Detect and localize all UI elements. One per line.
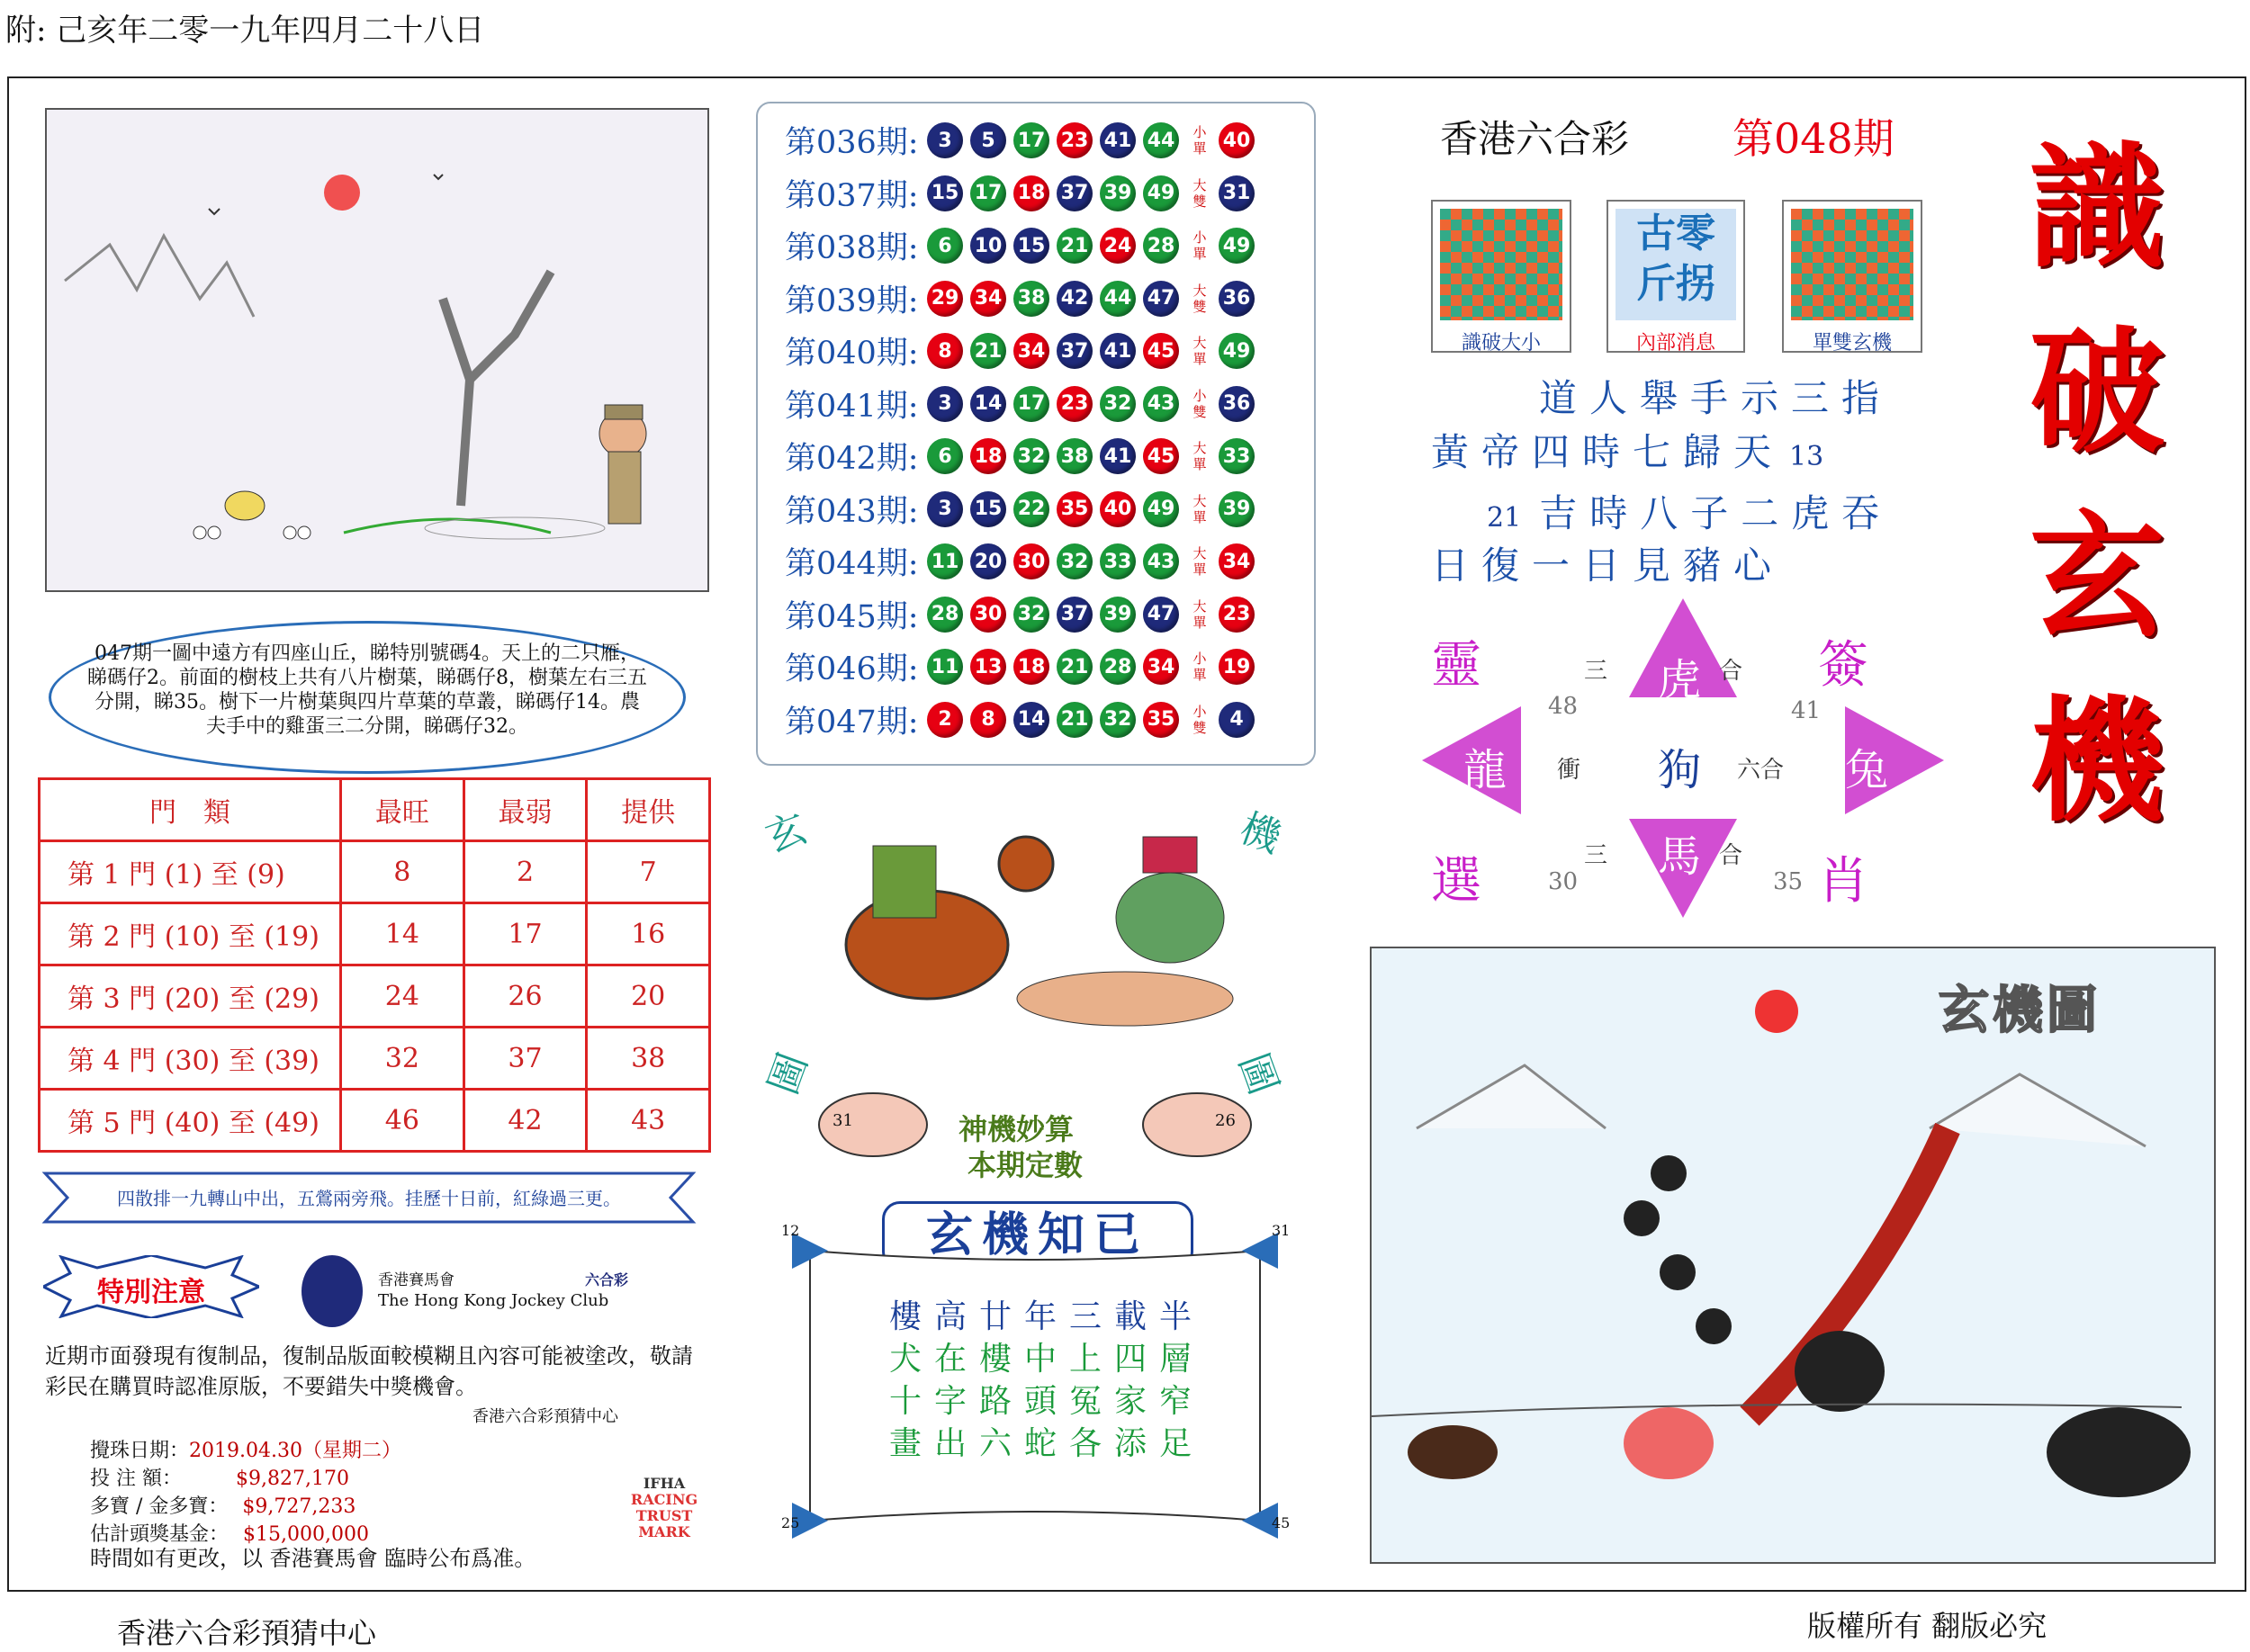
- special-ball: 39: [1219, 491, 1255, 527]
- ifha-logo: [619, 1476, 709, 1540]
- history-row: [785, 114, 1262, 166]
- gate-value: 38: [587, 1028, 710, 1090]
- period-label: 第040期:: [785, 336, 919, 372]
- jockey-en: The Hong Kong Jockey Club: [378, 1291, 609, 1310]
- history-row: [785, 694, 1262, 746]
- corner-char: 圖: [760, 1047, 817, 1100]
- corner-char: 選: [1431, 852, 1481, 911]
- number-ball: 44: [1100, 281, 1136, 317]
- gate-name: 第 1 門 (1) 至 (9): [40, 841, 341, 903]
- poem-text: 黃帝四時七歸天: [1431, 430, 1785, 474]
- number-ball: 32: [1100, 386, 1136, 422]
- special-ball: 4: [1219, 702, 1255, 738]
- number-ball: 32: [1057, 543, 1093, 579]
- date-header: 附: 己亥年二零一九年四月二十八日: [5, 13, 485, 49]
- period-label: 第041期:: [785, 388, 919, 425]
- xuanji-illustration: [1370, 947, 2216, 1564]
- prize-amount: $15,000,000: [243, 1523, 369, 1546]
- xuanji-label: 玄機圖: [1939, 981, 2101, 1040]
- special-ball: 23: [1219, 597, 1255, 633]
- size-parity-tag: 大 單: [1192, 440, 1207, 472]
- qr-label: 內部消息: [1635, 332, 1715, 355]
- verse-banner: [36, 1170, 702, 1226]
- number-ball: 29: [927, 281, 963, 317]
- title-char: 玄: [2029, 499, 2164, 656]
- number-ball: 11: [927, 543, 963, 579]
- table-row: [40, 903, 710, 965]
- poem-line: [1539, 369, 1892, 423]
- number-ball: 18: [970, 438, 1006, 474]
- scroll-line: 畫出六蛇各添足: [889, 1425, 1205, 1462]
- table-header-row: [40, 779, 710, 841]
- number-ball: 37: [1057, 175, 1093, 211]
- draw-note: 時間如有更改，以 香港賽馬會 臨時公布爲准。: [90, 1546, 536, 1571]
- number-ball: 21: [1057, 228, 1093, 264]
- history-row: [785, 483, 1262, 535]
- multi-amount: $9,727,233: [242, 1495, 356, 1518]
- period-label: 第047期:: [785, 704, 919, 741]
- main-title: [2007, 117, 2187, 855]
- center-puzzle: [756, 783, 1314, 1575]
- number-ball: 6: [927, 228, 963, 264]
- number-ball: 32: [1100, 702, 1136, 738]
- gate-value: 32: [341, 1028, 464, 1090]
- gate-value: 26: [464, 965, 587, 1028]
- table-row: [40, 965, 710, 1028]
- history-row: [785, 430, 1262, 482]
- footer-left: 香港六合彩預猜中心: [117, 1616, 377, 1650]
- number-ball: 43: [1143, 543, 1179, 579]
- period-label: 第045期:: [785, 598, 919, 635]
- poem-line: [1431, 423, 1823, 477]
- number-ball: 35: [1057, 491, 1093, 527]
- farmer-illustration: [45, 108, 709, 592]
- hint-oval: [49, 621, 686, 774]
- bet-amount: $9,827,170: [236, 1468, 349, 1490]
- number-ball: 3: [927, 386, 963, 422]
- gate-value: 16: [587, 903, 710, 965]
- number-ball: 17: [970, 175, 1006, 211]
- zodiac-number: 35: [1773, 868, 1804, 895]
- number-ball: 8: [970, 702, 1006, 738]
- gate-value: 37: [464, 1028, 587, 1090]
- size-parity-tag: 小 單: [1192, 124, 1207, 157]
- period-label: 第038期:: [785, 230, 919, 266]
- history-row: [785, 641, 1262, 693]
- zodiac-right: 兔: [1845, 745, 1889, 795]
- number-ball: 33: [1100, 543, 1136, 579]
- notice-signature: 香港六合彩預猜中心: [472, 1407, 618, 1426]
- number-ball: 28: [927, 597, 963, 633]
- header-cell: 提供: [587, 779, 710, 841]
- size-parity-tag: 小 雙: [1192, 703, 1207, 736]
- number-ball: 44: [1143, 122, 1179, 158]
- period-label: 第043期:: [785, 493, 919, 530]
- poem-number: 13: [1789, 441, 1824, 472]
- qr-text-line: 古零: [1636, 211, 1715, 256]
- qr-label: 單雙玄機: [1812, 332, 1892, 355]
- special-notice-badge: [43, 1255, 259, 1318]
- history-row: [785, 167, 1262, 220]
- history-row: [785, 220, 1262, 272]
- bet-label: 投 注 額：: [90, 1468, 182, 1490]
- poem-text: 道人舉手示三指: [1539, 376, 1893, 420]
- jockey-cn: 香港賽馬會: [378, 1271, 454, 1289]
- title-char: 破: [2029, 315, 2164, 471]
- qr-label: 識破大小: [1461, 332, 1541, 355]
- number-ball: 38: [1057, 438, 1093, 474]
- number-ball: 5: [970, 122, 1006, 158]
- number-ball: 38: [1013, 281, 1049, 317]
- zodiac-center: 狗: [1658, 745, 1702, 795]
- history-row: [785, 325, 1262, 377]
- pig-number: 26: [1215, 1111, 1236, 1130]
- gate-name: 第 3 門 (20) 至 (29): [40, 965, 341, 1028]
- gate-value: 14: [341, 903, 464, 965]
- poem-number: 21: [1487, 502, 1522, 534]
- number-ball: 40: [1100, 491, 1136, 527]
- number-ball: 15: [1013, 228, 1049, 264]
- qr-box: [1782, 200, 1922, 353]
- gate-value: 43: [587, 1090, 710, 1152]
- special-ball: 36: [1219, 281, 1255, 317]
- jockey-club-logo: [302, 1255, 363, 1327]
- number-ball: 15: [970, 491, 1006, 527]
- period-label: 第037期:: [785, 177, 919, 214]
- number-ball: 39: [1100, 597, 1136, 633]
- number-ball: 28: [1143, 228, 1179, 264]
- table-row: [40, 1090, 710, 1152]
- corner-char: 簽: [1818, 636, 1868, 695]
- gate-value: 17: [464, 903, 587, 965]
- number-ball: 37: [1057, 597, 1093, 633]
- farmer-scene-image: [47, 110, 707, 590]
- special-ball: 49: [1219, 333, 1255, 369]
- gate-value: 2: [464, 841, 587, 903]
- banner-text: 四散排一九轉山中出，五鶯兩旁飛。挂歷十日前，紅綠過三更。: [117, 1188, 621, 1209]
- number-ball: 49: [1143, 491, 1179, 527]
- lottery-title: 香港六合彩: [1440, 117, 1630, 161]
- poem-line: [1431, 536, 1784, 590]
- draw-info: [90, 1435, 401, 1547]
- table-row: [40, 841, 710, 903]
- number-ball: 6: [927, 438, 963, 474]
- scroll-corner-num: 31: [1272, 1222, 1291, 1239]
- number-ball: 3: [927, 122, 963, 158]
- zodiac-number: 48: [1548, 693, 1579, 720]
- number-ball: 23: [1057, 122, 1093, 158]
- number-ball: 34: [970, 281, 1006, 317]
- number-ball: 34: [1143, 649, 1179, 685]
- mark-six-logo: 六合彩: [585, 1271, 629, 1288]
- pig-number: 31: [832, 1111, 853, 1130]
- gate-name: 第 4 門 (30) 至 (39): [40, 1028, 341, 1090]
- header-cell: 最弱: [464, 779, 587, 841]
- number-ball: 17: [1013, 386, 1049, 422]
- size-parity-tag: 大 單: [1192, 597, 1207, 631]
- gate-value: 42: [464, 1090, 587, 1152]
- number-ball: 34: [1013, 333, 1049, 369]
- hint-text: 047期一圖中遠方有四座山丘，睇特別號碼4。天上的二只雁，睇碼仔2。前面的樹枝上共有八片樹葉，睇碼仔8，樹葉左右三五分開，睇35。樹下一片樹葉與四片草葉的草叢，睇碼仔14。農夫手中的雞蛋三二分開，睇碼仔32。: [87, 642, 647, 738]
- number-ball: 45: [1143, 333, 1179, 369]
- qr-pattern: [1791, 209, 1913, 320]
- relation-label: 合: [1719, 842, 1743, 869]
- ifha-line: RACING: [630, 1491, 698, 1508]
- gate-name: 第 5 門 (40) 至 (49): [40, 1090, 341, 1152]
- qr-pattern: [1440, 209, 1562, 320]
- scroll-line: 十字路頭冤家窄: [889, 1383, 1205, 1420]
- number-ball: 23: [1057, 386, 1093, 422]
- period-label: 第036期:: [785, 125, 919, 161]
- number-ball: 2: [927, 702, 963, 738]
- footer-right: 版權所有 翻版必究: [1807, 1609, 2048, 1643]
- draw-date-label: 攪珠日期：: [90, 1440, 190, 1462]
- relation-label: 六合: [1737, 757, 1785, 784]
- number-ball: 30: [970, 597, 1006, 633]
- number-ball: 21: [1057, 702, 1093, 738]
- zodiac-left: 龍: [1463, 745, 1508, 795]
- number-ball: 30: [1013, 543, 1049, 579]
- ifha-line: IFHA: [643, 1475, 686, 1492]
- number-ball: 18: [1013, 649, 1049, 685]
- corner-char: 玄: [760, 804, 813, 862]
- number-ball: 47: [1143, 597, 1179, 633]
- corner-char: 肖: [1818, 852, 1868, 911]
- ifha-line: TRUST MARK: [635, 1507, 693, 1540]
- corner-char: 圖: [1229, 1047, 1287, 1100]
- qr-box: [1606, 200, 1745, 353]
- number-ball: 24: [1100, 228, 1136, 264]
- number-ball: 8: [927, 333, 963, 369]
- number-ball: 49: [1143, 175, 1179, 211]
- relation-label: 三: [1584, 842, 1608, 869]
- number-ball: 41: [1100, 333, 1136, 369]
- scroll-line: 犬在樓中上四層: [889, 1341, 1205, 1378]
- poem-line: [1487, 484, 1892, 538]
- number-ball: 21: [970, 333, 1006, 369]
- title-char: 識: [2029, 130, 2164, 287]
- number-ball: 20: [970, 543, 1006, 579]
- number-ball: 13: [970, 649, 1006, 685]
- zodiac-top: 虎: [1658, 655, 1702, 705]
- special-ball: 31: [1219, 175, 1255, 211]
- mid-text: 神機妙算: [958, 1112, 1075, 1146]
- scroll-line: 樓高廿年三載半: [889, 1298, 1205, 1335]
- title-char: 機: [2029, 684, 2164, 840]
- number-ball: 45: [1143, 438, 1179, 474]
- size-parity-tag: 大 雙: [1192, 282, 1207, 315]
- table-row: [40, 1028, 710, 1090]
- qr-box: [1431, 200, 1571, 353]
- number-ball: 32: [1013, 597, 1049, 633]
- size-parity-tag: 小 單: [1192, 651, 1207, 683]
- special-notice-text: 特別注意: [97, 1277, 205, 1308]
- size-parity-tag: 大 雙: [1192, 176, 1207, 210]
- number-ball: 37: [1057, 333, 1093, 369]
- scroll-corner-num: 12: [781, 1222, 800, 1239]
- period-label: 第042期:: [785, 441, 919, 477]
- number-ball: 28: [1100, 649, 1136, 685]
- period-label: 第046期:: [785, 651, 919, 687]
- number-ball: 35: [1143, 702, 1179, 738]
- history-row: [785, 273, 1262, 325]
- poem-text: 日復一日見豬心: [1431, 543, 1785, 588]
- number-ball: 41: [1100, 122, 1136, 158]
- special-ball: 36: [1219, 386, 1255, 422]
- number-ball: 10: [970, 228, 1006, 264]
- period-number: 第048期: [1732, 114, 1894, 163]
- zodiac-bottom: 馬: [1658, 831, 1702, 882]
- number-ball: 17: [1013, 122, 1049, 158]
- camel-illustration: [810, 810, 1260, 1053]
- corner-char: 機: [1234, 804, 1287, 862]
- number-ball: 14: [970, 386, 1006, 422]
- number-ball: 41: [1100, 438, 1136, 474]
- qr-text-block: [1616, 209, 1736, 320]
- size-parity-tag: 小 雙: [1192, 387, 1207, 420]
- gate-value: 24: [341, 965, 464, 1028]
- history-row: [785, 378, 1262, 430]
- size-parity-tag: 大 單: [1192, 545, 1207, 578]
- special-ball: 34: [1219, 543, 1255, 579]
- history-results: [756, 102, 1316, 766]
- number-ball: 21: [1057, 649, 1093, 685]
- scroll-corner-num: 45: [1272, 1514, 1291, 1531]
- number-ball: 18: [1013, 175, 1049, 211]
- corner-char: 靈: [1431, 636, 1481, 695]
- gate-value: 46: [341, 1090, 464, 1152]
- size-parity-tag: 大 單: [1192, 492, 1207, 525]
- history-row: [785, 588, 1262, 641]
- gate-value: 7: [587, 841, 710, 903]
- header-cell: 門 類: [40, 779, 341, 841]
- history-row: [785, 535, 1262, 588]
- number-ball: 47: [1143, 281, 1179, 317]
- notice-text: 近期市面發現有復制品，復制品版面較模糊且內容可能被塗改，敬請彩民在購買時認准原版，不要錯失中獎機會。: [45, 1343, 693, 1399]
- poem-text: 吉時八子二虎吞: [1539, 491, 1893, 535]
- header-cell: 最旺: [341, 779, 464, 841]
- number-ball: 22: [1013, 491, 1049, 527]
- number-ball: 3: [927, 491, 963, 527]
- gates-table: [38, 777, 711, 1153]
- size-parity-tag: 大 單: [1192, 335, 1207, 367]
- mid-text: 本期定數: [968, 1148, 1084, 1182]
- qr-text-line: 斤拐: [1636, 261, 1715, 307]
- number-ball: 43: [1143, 386, 1179, 422]
- period-label: 第039期:: [785, 283, 919, 319]
- special-ball: 33: [1219, 438, 1255, 474]
- relation-label: 衝: [1557, 757, 1581, 784]
- number-ball: 11: [927, 649, 963, 685]
- scroll-title: 玄機知已: [882, 1201, 1193, 1270]
- draw-date: 2019.04.30（星期二）: [189, 1440, 401, 1462]
- multi-label: 多寶 / 金多寶：: [90, 1495, 229, 1518]
- gate-value: 20: [587, 965, 710, 1028]
- scroll-poem: [889, 1296, 1204, 1465]
- gate-value: 8: [341, 841, 464, 903]
- relation-label: 三: [1584, 658, 1608, 685]
- number-ball: 14: [1013, 702, 1049, 738]
- zodiac-number: 41: [1791, 697, 1822, 724]
- zodiac-number: 30: [1548, 868, 1579, 895]
- special-ball: 40: [1219, 122, 1255, 158]
- size-parity-tag: 小 單: [1192, 229, 1207, 262]
- number-ball: 15: [927, 175, 963, 211]
- relation-label: 合: [1719, 658, 1743, 685]
- gate-name: 第 2 門 (10) 至 (19): [40, 903, 341, 965]
- number-ball: 42: [1057, 281, 1093, 317]
- period-label: 第044期:: [785, 546, 919, 582]
- scroll-corner-num: 25: [781, 1514, 800, 1531]
- prize-label: 估計頭獎基金：: [90, 1523, 230, 1546]
- number-ball: 39: [1100, 175, 1136, 211]
- special-ball: 19: [1219, 649, 1255, 685]
- special-ball: 49: [1219, 228, 1255, 264]
- number-ball: 32: [1013, 438, 1049, 474]
- zodiac-diagram: [1422, 598, 1944, 918]
